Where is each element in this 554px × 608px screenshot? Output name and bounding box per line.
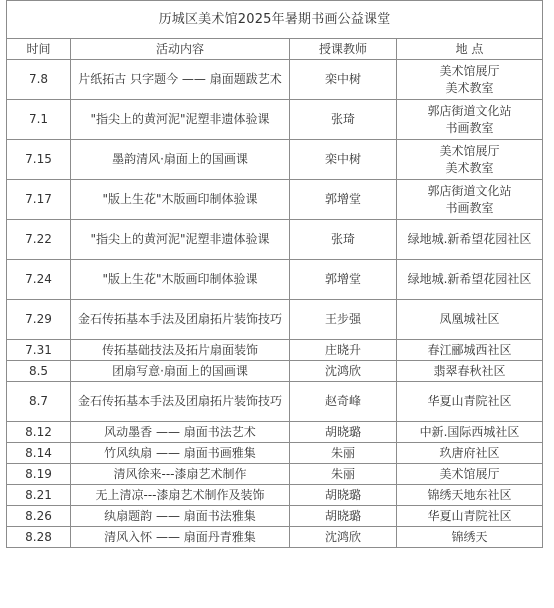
cell-time: 7.24	[7, 260, 71, 300]
table-row	[7, 422, 543, 443]
cell-teacher: 胡晓璐	[290, 485, 397, 506]
cell-activity: 清风徐来---漆扇艺术制作	[71, 464, 290, 485]
table-row	[7, 382, 543, 422]
header-row	[7, 39, 543, 60]
cell-activity: 传拓基础技法及拓片扇面装饰	[71, 340, 290, 361]
cell-activity: 墨韵清风·扇面上的国画课	[71, 140, 290, 180]
table-row	[7, 100, 543, 140]
table-row	[7, 300, 543, 340]
schedule-table	[6, 0, 543, 548]
table-row	[7, 60, 543, 100]
cell-time: 7.22	[7, 220, 71, 260]
cell-time: 8.28	[7, 527, 71, 548]
cell-location: 玖唐府社区	[397, 443, 543, 464]
cell-activity: "版上生花"木版画印制体验课	[71, 180, 290, 220]
header-teacher: 授课教师	[290, 39, 397, 60]
cell-activity: 纨扇题韵 —— 扇面书法雅集	[71, 506, 290, 527]
cell-activity: 片纸拓古 只字题今 —— 扇面题跋艺术	[71, 60, 290, 100]
cell-time: 8.21	[7, 485, 71, 506]
table-row	[7, 506, 543, 527]
cell-teacher: 张琦	[290, 220, 397, 260]
cell-location: 锦绣天	[397, 527, 543, 548]
cell-time: 7.29	[7, 300, 71, 340]
cell-teacher: 胡晓璐	[290, 422, 397, 443]
cell-location: 凤凰城社区	[397, 300, 543, 340]
cell-activity: 风动墨香 —— 扇面书法艺术	[71, 422, 290, 443]
cell-teacher: 张琦	[290, 100, 397, 140]
cell-teacher: 胡晓璐	[290, 506, 397, 527]
cell-location: 郭店街道文化站 书画教室	[397, 180, 543, 220]
table-row	[7, 485, 543, 506]
cell-location: 翡翠春秋社区	[397, 361, 543, 382]
table-row	[7, 260, 543, 300]
cell-location: 华夏山青院社区	[397, 382, 543, 422]
cell-activity: 金石传拓基本手法及团扇拓片装饰技巧	[71, 300, 290, 340]
cell-time: 8.14	[7, 443, 71, 464]
cell-activity: 金石传拓基本手法及团扇拓片装饰技巧	[71, 382, 290, 422]
cell-location: 春江郦城西社区	[397, 340, 543, 361]
cell-teacher: 栾中树	[290, 60, 397, 100]
cell-time: 7.1	[7, 100, 71, 140]
cell-time: 7.17	[7, 180, 71, 220]
cell-teacher: 郭增堂	[290, 180, 397, 220]
table-row	[7, 140, 543, 180]
table-row	[7, 220, 543, 260]
document-page	[6, 0, 542, 548]
cell-activity: "指尖上的黄河泥"泥塑非遗体验课	[71, 220, 290, 260]
cell-time: 8.7	[7, 382, 71, 422]
cell-teacher: 沈鸿欣	[290, 527, 397, 548]
cell-location: 郭店街道文化站 书画教室	[397, 100, 543, 140]
cell-time: 8.12	[7, 422, 71, 443]
table-title: 历城区美术馆2025年暑期书画公益课堂	[7, 1, 543, 39]
cell-activity: "指尖上的黄河泥"泥塑非遗体验课	[71, 100, 290, 140]
table-row	[7, 527, 543, 548]
cell-activity: 竹风纨扇 —— 扇面书画雅集	[71, 443, 290, 464]
cell-location: 绿地城.新希望花园社区	[397, 260, 543, 300]
cell-location: 美术馆展厅 美术教室	[397, 140, 543, 180]
cell-activity: 无上清凉---漆扇艺术制作及装饰	[71, 485, 290, 506]
header-time: 时间	[7, 39, 71, 60]
cell-time: 7.31	[7, 340, 71, 361]
table-row	[7, 340, 543, 361]
cell-activity: 清风入怀 —— 扇面丹青雅集	[71, 527, 290, 548]
cell-activity: 团扇写意·扇面上的国画课	[71, 361, 290, 382]
cell-teacher: 栾中树	[290, 140, 397, 180]
table-row	[7, 361, 543, 382]
cell-teacher: 朱丽	[290, 443, 397, 464]
cell-time: 8.5	[7, 361, 71, 382]
cell-time: 7.8	[7, 60, 71, 100]
cell-time: 8.19	[7, 464, 71, 485]
cell-time: 7.15	[7, 140, 71, 180]
table-row	[7, 180, 543, 220]
header-location: 地 点	[397, 39, 543, 60]
header-activity: 活动内容	[71, 39, 290, 60]
cell-teacher: 朱丽	[290, 464, 397, 485]
cell-location: 中新.国际西城社区	[397, 422, 543, 443]
cell-time: 8.26	[7, 506, 71, 527]
cell-location: 华夏山青院社区	[397, 506, 543, 527]
cell-teacher: 王步强	[290, 300, 397, 340]
cell-teacher: 赵奇峰	[290, 382, 397, 422]
cell-teacher: 庄晓升	[290, 340, 397, 361]
cell-location: 锦绣天地东社区	[397, 485, 543, 506]
cell-activity: "版上生花"木版画印制体验课	[71, 260, 290, 300]
cell-teacher: 郭增堂	[290, 260, 397, 300]
title-row	[7, 1, 543, 39]
cell-location: 美术馆展厅 美术教室	[397, 60, 543, 100]
cell-location: 美术馆展厅	[397, 464, 543, 485]
table-row	[7, 464, 543, 485]
table-row	[7, 443, 543, 464]
cell-teacher: 沈鸿欣	[290, 361, 397, 382]
cell-location: 绿地城.新希望花园社区	[397, 220, 543, 260]
